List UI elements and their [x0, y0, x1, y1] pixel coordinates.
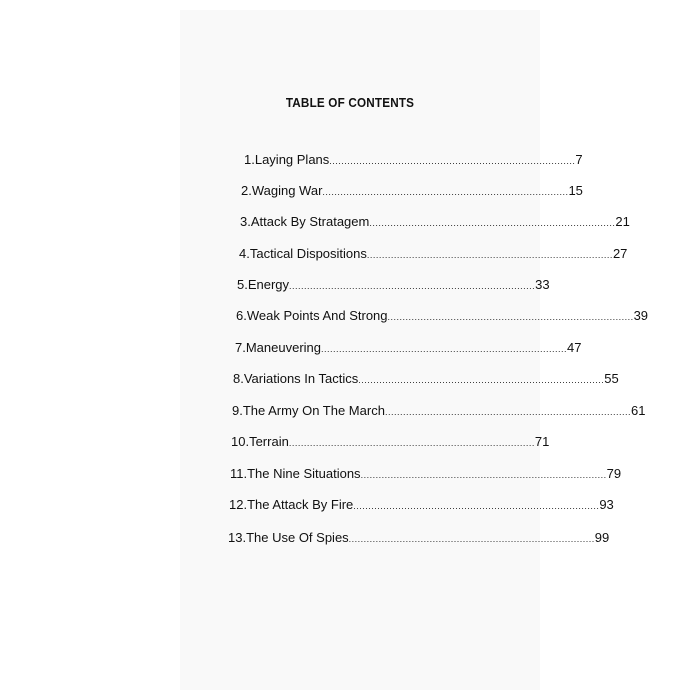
toc-entry-label: 5.Energy [237, 277, 290, 292]
dot-leader: .................................................................................. [358, 375, 605, 385]
toc-entry-page: 47 [567, 340, 582, 355]
dot-leader: .................................................................................. [288, 438, 535, 448]
dot-leader: .................................................................................. [353, 501, 600, 511]
toc-entry [228, 530, 610, 550]
toc-entry-page: 39 [633, 308, 649, 323]
toc-entry-label: 13.The Use Of Spies [228, 530, 349, 545]
toc-entry-label: 7.Maneuvering [235, 340, 321, 355]
toc-entry-label: 3.Attack By Stratagem [240, 214, 370, 229]
toc-entry-page: 27 [612, 246, 628, 261]
toc-entry [233, 371, 619, 391]
toc-entry-label: 12.The Attack By Fire [229, 497, 354, 512]
toc-entry [240, 214, 630, 234]
dot-leader: .................................................................................. [322, 187, 569, 197]
toc-entry [235, 340, 582, 360]
toc-entry-label: 2.Waging War [241, 183, 323, 198]
toc-entry [241, 183, 583, 203]
dot-leader: .................................................................................. [348, 534, 595, 544]
toc-entry-page: 15 [568, 183, 583, 198]
toc-entry-label: 10.Terrain [231, 434, 289, 449]
toc-heading: TABLE OF CONTENTS [285, 95, 415, 110]
toc-entry-page: 21 [615, 214, 630, 229]
toc-entry-label: 11.The Nine Situations [230, 466, 361, 481]
toc-entry [244, 152, 583, 172]
toc-entry-label: 4.Tactical Dispositions [239, 246, 367, 261]
toc-entry-page: 55 [604, 371, 619, 386]
toc-entry-label: 6.Weak Points And Strong [236, 308, 388, 323]
dot-leader: .................................................................................. [360, 470, 607, 480]
toc-entry-label: 9.The Army On The March [232, 403, 385, 418]
toc-entry [232, 403, 646, 423]
toc-entry-label: 8.Variations In Tactics [233, 371, 359, 386]
toc-entry-page: 61 [630, 403, 646, 418]
dot-leader: .................................................................................. [366, 250, 613, 260]
toc-entry-page: 33 [535, 277, 550, 292]
toc-entry-page: 93 [599, 497, 614, 512]
toc-entry-page: 79 [606, 466, 622, 481]
dot-leader: .................................................................................. [329, 156, 576, 166]
dot-leader: .................................................................................. [369, 218, 616, 228]
dot-leader: .................................................................................. [321, 344, 568, 354]
toc-entry-page: 99 [594, 530, 610, 545]
dot-leader: .................................................................................. [289, 281, 536, 291]
toc-entry-label: 1.Laying Plans [244, 152, 330, 167]
toc-entry-page: 71 [534, 434, 550, 449]
dot-leader: .................................................................................. [387, 312, 634, 322]
toc-entry [231, 434, 550, 454]
toc-entry-page: 7 [575, 152, 583, 167]
dot-leader: .................................................................................. [384, 407, 631, 417]
toc-entry [229, 497, 614, 517]
toc-entry [236, 308, 649, 328]
toc-entry [237, 277, 550, 297]
toc-entry [239, 246, 628, 266]
toc-entry [230, 466, 622, 486]
